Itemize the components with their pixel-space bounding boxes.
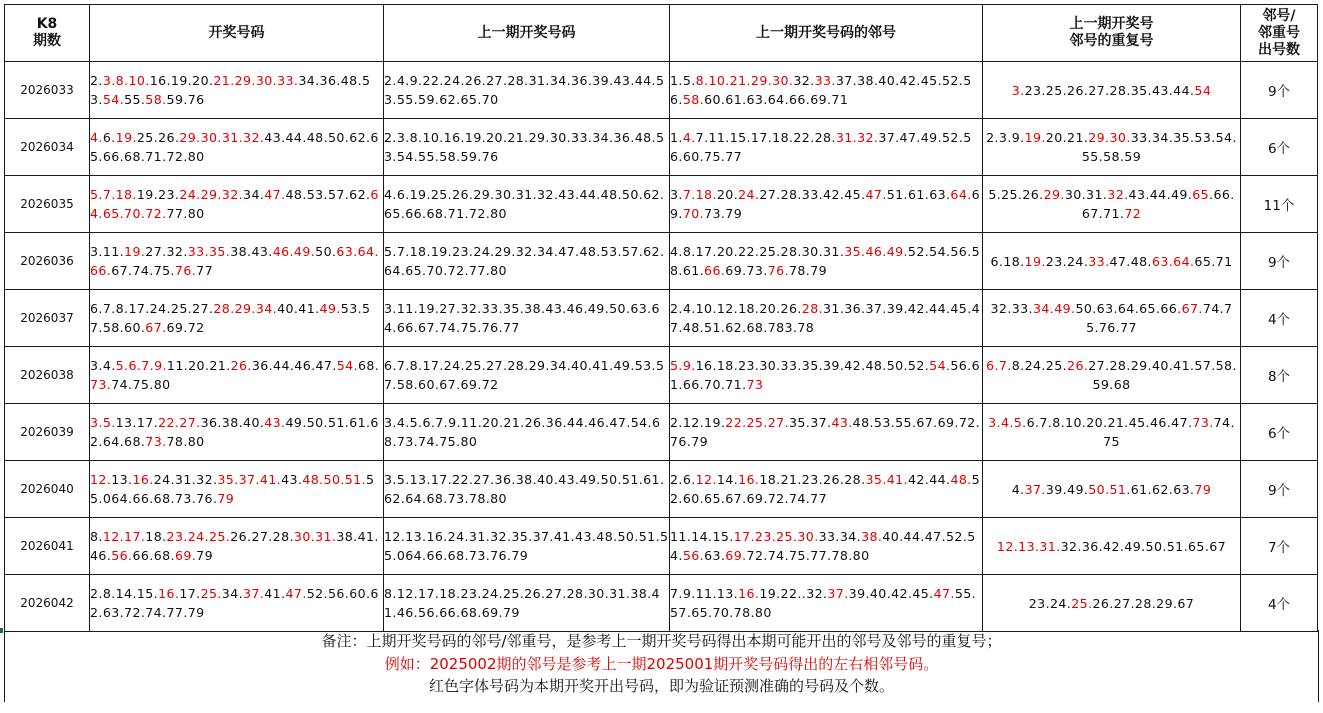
number-segment: 2.4.10.12.18.20.26. xyxy=(670,301,802,316)
number-segment: 43. xyxy=(281,472,303,487)
number-segment: 77.80 xyxy=(166,206,205,221)
number-segment: 32.36.42.49.50.51.65.67 xyxy=(1060,538,1227,554)
hit-count-cell[interactable]: 11个 xyxy=(1241,176,1318,233)
prev-draw-cell[interactable]: 2.4.9.22.24.26.27.28.31.34.36.39.43.44.53.55.59.62.65.70 xyxy=(384,62,670,119)
hit-number-segment: 76. xyxy=(767,263,789,278)
number-segment: 52.54.56.58.61. xyxy=(670,244,981,278)
hit-number-segment: 47. xyxy=(264,187,286,202)
number-segment: 35.37. xyxy=(788,415,832,430)
hit-number-segment: 28. xyxy=(801,301,824,316)
notes-box xyxy=(4,630,1319,702)
prev-repeats-cell[interactable] xyxy=(983,518,1241,575)
hit-number-segment: 22.25.27. xyxy=(725,415,789,430)
number-segment: 73.79 xyxy=(704,206,743,221)
number-segment: 18. xyxy=(145,529,167,544)
number-segment: 49.50.51.61.62.64.68. xyxy=(90,415,379,449)
prev-draw-cell[interactable]: 5.7.18.19.23.24.29.32.34.47.48.53.57.62.64.65.70.72.77.80 xyxy=(384,233,670,290)
number-segment: 13.17. xyxy=(115,415,159,430)
prev-draw-cell[interactable]: 6.7.8.17.24.25.27.28.29.34.40.41.49.53.57.58.60.67.69.72 xyxy=(384,347,670,404)
draw-numbers-cell[interactable] xyxy=(90,176,384,233)
hit-number-segment: 56. xyxy=(682,548,705,563)
number-segment: 55. xyxy=(124,92,146,107)
draw-numbers-cell[interactable] xyxy=(90,575,384,632)
period-cell[interactable]: 2026039 xyxy=(5,404,90,461)
header-period[interactable]: K8 期数 xyxy=(5,5,90,62)
hit-number-segment: 64.65.70.72. xyxy=(90,187,379,221)
prev-neighbors-cell[interactable] xyxy=(670,176,983,233)
number-segment: 59.76 xyxy=(166,92,205,107)
hit-number-segment: 30.31. xyxy=(293,529,337,544)
hit-number-segment: 31. xyxy=(1039,538,1061,554)
hit-number-segment: 29.30. xyxy=(1088,130,1131,145)
hit-number-segment: 54. xyxy=(102,92,125,107)
prev-draw-cell[interactable]: 2.3.8.10.16.19.20.21.29.30.33.34.36.48.53.54.55.58.59.76 xyxy=(384,119,670,176)
draw-numbers-cell[interactable] xyxy=(90,62,384,119)
number-segment: 68. xyxy=(357,358,380,373)
table-row xyxy=(5,575,1318,632)
hit-number-segment: 58. xyxy=(145,92,167,107)
number-segment: 32.33. xyxy=(990,301,1033,316)
hit-number-segment: 64. xyxy=(950,187,972,202)
prev-repeats-cell[interactable] xyxy=(983,461,1241,518)
number-segment: 3.4. xyxy=(90,358,116,373)
hit-number-segment: 34. xyxy=(255,301,278,316)
number-segment: 18.21.23.26.28. xyxy=(759,472,866,487)
number-segment: 13. xyxy=(111,472,133,487)
period-cell[interactable]: 2026042 xyxy=(5,575,90,632)
number-segment: 7.9.11.13. xyxy=(670,586,739,601)
draw-numbers-cell[interactable] xyxy=(90,518,384,575)
prev-neighbors-cell[interactable] xyxy=(670,233,983,290)
hit-number-segment: 73. xyxy=(145,434,167,449)
hit-number-segment: 37. xyxy=(1024,481,1046,497)
prev-repeats-cell[interactable] xyxy=(983,404,1241,461)
table-row xyxy=(5,119,1318,176)
hit-number-segment: 16. xyxy=(158,586,180,601)
number-segment: 23.24. xyxy=(1045,253,1089,269)
number-segment: 5.25.26. xyxy=(988,187,1044,202)
number-segment: 6.7.8.10.20.21.45.46.47. xyxy=(1026,415,1193,430)
number-segment: 74.75 xyxy=(1103,415,1235,449)
header-prev-repeats[interactable]: 上一期开奖号 邻号的重复号 xyxy=(983,5,1241,62)
hit-number-segment: 26. xyxy=(230,358,252,373)
period-cell[interactable]: 2026040 xyxy=(5,461,90,518)
hit-number-segment: 8.10.21.29.30. xyxy=(695,73,794,88)
number-segment: 2.12.19. xyxy=(670,415,726,430)
hit-number-segment: 28.29. xyxy=(213,301,256,316)
hit-count-cell[interactable]: 6个 xyxy=(1241,404,1318,461)
hit-number-segment: 43. xyxy=(264,415,286,430)
table-body xyxy=(5,62,1318,632)
hit-number-segment: 33. xyxy=(814,73,836,88)
hit-number-segment: 3.5. xyxy=(90,415,116,430)
hit-number-segment: 24.29.32. xyxy=(179,187,244,202)
number-segment: 78.80 xyxy=(166,434,205,449)
table-row xyxy=(5,347,1318,404)
hit-number-segment: 34.49. xyxy=(1032,301,1076,316)
hit-number-segment: 19. xyxy=(124,244,146,259)
hit-number-segment: 4. xyxy=(90,130,103,145)
prev-draw-cell[interactable]: 3.5.13.17.22.27.36.38.40.43.49.50.51.61.62.64.68.73.78.80 xyxy=(384,461,670,518)
number-segment: 8. xyxy=(90,529,103,544)
table-row xyxy=(5,518,1318,575)
hit-count-cell[interactable]: 4个 xyxy=(1241,290,1318,347)
number-segment: 6.7.8.17.24.25.27. xyxy=(90,301,214,316)
hit-number-segment: 7.18. xyxy=(682,187,717,202)
hit-number-segment: 47. xyxy=(933,586,955,601)
number-segment: 55.57.65.70.78.80 xyxy=(670,586,977,620)
hit-number-segment: 12.13. xyxy=(996,538,1040,554)
number-segment: 26.27.28.29.67 xyxy=(1092,595,1195,611)
hit-number-segment: 3.8.10. xyxy=(102,73,150,88)
hit-number-segment: 79 xyxy=(1194,481,1212,497)
number-segment: 1.5. xyxy=(670,73,696,88)
hit-number-segment: 25. xyxy=(1071,595,1093,611)
period-cell[interactable]: 2026034 xyxy=(5,119,90,176)
period-cell[interactable]: 2026041 xyxy=(5,518,90,575)
hit-number-segment: 35.41. xyxy=(865,472,908,487)
number-segment: 27.28.29.40.41.57.58.59.68 xyxy=(1088,358,1237,392)
hit-count-cell[interactable]: 6个 xyxy=(1241,119,1318,176)
hit-number-segment: 69. xyxy=(174,548,197,563)
hit-number-segment: 56. xyxy=(111,548,133,563)
prev-neighbors-cell[interactable] xyxy=(670,347,983,404)
hit-number-segment: 16. xyxy=(738,472,760,487)
number-segment: 30.31. xyxy=(1064,187,1108,202)
hit-number-segment: 3. xyxy=(1011,82,1025,98)
hit-number-segment: 16. xyxy=(132,472,154,487)
hit-number-segment: 5.9. xyxy=(670,358,696,373)
hit-number-segment: 29. xyxy=(1043,187,1065,202)
number-segment: 69.72 xyxy=(166,320,205,335)
number-segment: 40.41. xyxy=(277,301,320,316)
table-row xyxy=(5,62,1318,119)
header-prev-draw[interactable]: 上一期开奖号码 xyxy=(384,5,670,62)
number-segment: .66.67.71. xyxy=(1081,187,1235,221)
hit-number-segment: 12. xyxy=(90,472,112,487)
number-segment: 2.3.9. xyxy=(986,130,1025,145)
hit-number-segment: 12.17. xyxy=(102,529,146,544)
number-segment: 36.44.46.47. xyxy=(251,358,337,373)
number-segment: 43.44.48.50.62.65.66.68.71.72.80 xyxy=(90,130,379,164)
number-segment: 37.38.40.42.45.52.56. xyxy=(670,73,972,107)
table-row xyxy=(5,404,1318,461)
number-segment: 14. xyxy=(716,472,739,487)
number-segment: 43.44.49. xyxy=(1128,187,1193,202)
header-prev-neighbors[interactable]: 上一期开奖号码的邻号 xyxy=(670,5,983,62)
number-segment: 78.79 xyxy=(788,263,828,278)
hit-number-segment: 72 xyxy=(1124,206,1142,221)
number-segment: 23.25.26.27.28.35.43.44. xyxy=(1024,82,1195,98)
number-segment: 16.19.20. xyxy=(149,73,214,88)
table-row xyxy=(5,461,1318,518)
number-segment: 19.22..32. xyxy=(759,586,828,601)
hit-number-segment: 22.27. xyxy=(158,415,201,430)
hit-number-segment: 6.7. xyxy=(986,358,1012,373)
prev-repeats-cell[interactable] xyxy=(983,347,1241,404)
period-cell[interactable]: 2026033 xyxy=(5,62,90,119)
number-segment: 7.11.15.17.18.22.28. xyxy=(695,130,836,145)
number-segment: 74.75.76.77 xyxy=(1086,301,1233,335)
number-segment: 60.61.63.64.66.69.71 xyxy=(704,92,849,107)
number-segment: 51.61.63. xyxy=(886,187,951,202)
prev-draw-cell[interactable]: 4.6.19.25.26.29.30.31.32.43.44.48.50.62.65.66.68.71.72.80 xyxy=(384,176,670,233)
number-segment: 34. xyxy=(221,586,244,601)
prev-repeats-cell[interactable] xyxy=(983,575,1241,632)
header-hit-count[interactable]: 邻号/ 邻重号 出号数 xyxy=(1241,5,1318,62)
draw-numbers-cell[interactable] xyxy=(90,404,384,461)
prev-draw-cell[interactable]: 3.11.19.27.32.33.35.38.43.46.49.50.63.64.66.67.74.75.76.77 xyxy=(384,290,670,347)
hit-number-segment: 63.64. xyxy=(1151,253,1195,269)
number-segment: 4. xyxy=(1011,481,1025,497)
header-draw-numbers[interactable]: 开奖号码 xyxy=(90,5,384,62)
number-segment: 39.40.42.45. xyxy=(848,586,934,601)
hit-number-segment: 33.35. xyxy=(187,244,231,259)
number-segment: 2. xyxy=(90,73,103,88)
hit-number-segment: 43. xyxy=(831,415,853,430)
number-segment: 31.36.37.39.42.44.45.47.48.51.62.68.783.78 xyxy=(670,301,981,335)
draw-numbers-cell[interactable] xyxy=(90,233,384,290)
number-segment: 34.36.48.53. xyxy=(90,73,371,107)
period-cell[interactable]: 2026038 xyxy=(5,347,90,404)
hit-number-segment: 50.51. xyxy=(1088,481,1131,497)
hit-count-cell[interactable]: 8个 xyxy=(1241,347,1318,404)
prev-repeats-cell[interactable] xyxy=(983,119,1241,176)
draw-table xyxy=(4,4,1318,632)
number-segment: 6.18. xyxy=(990,253,1025,269)
hit-number-segment: 76. xyxy=(174,263,197,278)
number-segment: 52.60.65.67.69.72.74.77 xyxy=(670,472,981,506)
hit-number-segment: 58. xyxy=(682,92,705,107)
hit-count-cell[interactable]: 9个 xyxy=(1241,62,1318,119)
prev-repeats-cell[interactable] xyxy=(983,233,1241,290)
hit-number-segment: 5.7.18. xyxy=(90,187,137,202)
hit-number-segment: 3.4.5. xyxy=(988,415,1027,430)
number-segment: 2.6. xyxy=(670,472,696,487)
number-segment: 2.8.14.15. xyxy=(90,586,159,601)
hit-number-segment: 73 xyxy=(746,377,764,392)
hit-number-segment: 73. xyxy=(90,377,112,392)
hit-number-segment: 37. xyxy=(243,586,265,601)
hit-number-segment: 17.23.25.30. xyxy=(733,529,819,544)
number-segment: 20. xyxy=(716,187,739,202)
hit-number-segment: 19. xyxy=(115,130,137,145)
prev-neighbors-cell[interactable] xyxy=(670,119,983,176)
number-segment: 40.44.47.52.54. xyxy=(670,529,976,563)
period-cell[interactable]: 2026037 xyxy=(5,290,90,347)
number-segment: 6. xyxy=(102,130,116,145)
number-segment: 41. xyxy=(264,586,286,601)
number-segment: 11.14.15. xyxy=(670,529,734,544)
number-segment: 53.57.58.60. xyxy=(90,301,371,335)
hit-number-segment: 49. xyxy=(319,301,341,316)
hit-count-cell[interactable]: 4个 xyxy=(1241,575,1318,632)
hit-number-segment: 5.6.7.9. xyxy=(115,358,167,373)
number-segment: 39.49. xyxy=(1045,481,1089,497)
prev-neighbors-cell[interactable] xyxy=(670,518,983,575)
hit-number-segment: 48. xyxy=(950,472,972,487)
number-segment: 67.74.75. xyxy=(111,263,175,278)
hit-number-segment: 23.24.25. xyxy=(166,529,231,544)
number-segment: 48.53.57.62. xyxy=(285,187,371,202)
hit-number-segment: 16. xyxy=(738,586,760,601)
hit-number-segment: 37. xyxy=(827,586,849,601)
hit-count-cell[interactable]: 7个 xyxy=(1241,518,1318,575)
hit-count-cell[interactable]: 9个 xyxy=(1241,233,1318,290)
hit-number-segment: 67. xyxy=(1181,301,1203,316)
prev-neighbors-cell[interactable] xyxy=(670,404,983,461)
hit-number-segment: 54. xyxy=(929,358,951,373)
number-segment: 25.26. xyxy=(136,130,180,145)
number-segment: 3.11. xyxy=(90,244,125,259)
hit-number-segment: 33. xyxy=(1088,253,1110,269)
number-segment: 17. xyxy=(179,586,201,601)
prev-draw-cell[interactable]: 8.12.17.18.23.24.25.26.27.28.30.31.38.41.46.56.66.68.69.79 xyxy=(384,575,670,632)
number-segment: 26.27.28. xyxy=(230,529,294,544)
number-segment: 27.32. xyxy=(145,244,188,259)
prev-neighbors-cell[interactable] xyxy=(670,575,983,632)
prev-repeats-cell[interactable] xyxy=(983,290,1241,347)
number-segment: 34. xyxy=(243,187,265,202)
number-segment: 65.71 xyxy=(1194,253,1233,269)
prev-repeats-cell[interactable] xyxy=(983,176,1241,233)
number-segment: 50. xyxy=(315,244,337,259)
hit-number-segment: 54. xyxy=(336,358,358,373)
hit-number-segment: 19. xyxy=(1024,130,1046,145)
hit-number-segment: 26. xyxy=(1067,358,1089,373)
hit-number-segment: 31.32. xyxy=(835,130,879,145)
number-segment: 24.31.32. xyxy=(153,472,218,487)
hit-number-segment: 29.30.31.32. xyxy=(179,130,265,145)
number-segment: 33.34.35.53.54.55.58.59 xyxy=(1081,130,1237,164)
hit-number-segment: 46.49. xyxy=(272,244,316,259)
number-segment: 61.62.63. xyxy=(1130,481,1195,497)
number-segment: 79 xyxy=(196,548,213,563)
draw-numbers-cell[interactable] xyxy=(90,347,384,404)
number-segment: 77 xyxy=(196,263,213,278)
number-segment: 69.73. xyxy=(725,263,768,278)
prev-neighbors-cell[interactable] xyxy=(670,461,983,518)
draw-numbers-cell[interactable] xyxy=(90,119,384,176)
prev-draw-cell[interactable]: 12.13.16.24.31.32.35.37.41.43.48.50.51.55.064.66.68.73.76.79 xyxy=(384,518,670,575)
number-segment: 52.56.60.62.63.72.74.77.79 xyxy=(90,586,379,620)
number-segment: 47.48. xyxy=(1109,253,1152,269)
number-segment: 50.63.64.65.66. xyxy=(1075,301,1182,316)
hit-number-segment: 54 xyxy=(1194,82,1212,98)
header-row xyxy=(5,5,1318,62)
draw-numbers-cell[interactable] xyxy=(90,290,384,347)
hit-number-segment: 67. xyxy=(145,320,167,335)
hit-number-segment: 47. xyxy=(285,586,307,601)
number-segment: 3. xyxy=(670,187,683,202)
note-line-1: 备注：上期开奖号码的邻号/邻重号，是参考上一期开奖号码得出本期可能开出的邻号及邻号的重复号； xyxy=(321,632,1002,650)
number-segment: 48.53.55.67.69.72.76.79 xyxy=(670,415,981,449)
number-segment: 19.23. xyxy=(136,187,180,202)
hit-number-segment: 35.46.49. xyxy=(844,244,908,259)
number-segment: 72.74.75.77.78.80 xyxy=(746,548,870,563)
draw-numbers-cell[interactable] xyxy=(90,461,384,518)
table-row xyxy=(5,233,1318,290)
number-segment: 23.24. xyxy=(1028,595,1072,611)
hit-number-segment: 73. xyxy=(1192,415,1214,430)
hit-number-segment: 66. xyxy=(704,263,726,278)
hit-number-segment: 69. xyxy=(725,548,747,563)
note-line-3: 红色字体号码为本期开奖开出号码，即为验证预测准确的号码及个数。 xyxy=(428,677,894,695)
hit-number-segment: 25. xyxy=(200,586,222,601)
number-segment: 69. xyxy=(670,187,981,221)
prev-neighbors-cell[interactable] xyxy=(670,62,983,119)
number-segment: 55.064.66.68.73.76. xyxy=(90,472,375,506)
hit-number-segment: 32. xyxy=(1107,187,1129,202)
number-segment: 11.20.21. xyxy=(166,358,231,373)
number-segment: 66.68. xyxy=(132,548,175,563)
hit-number-segment: 12. xyxy=(695,472,717,487)
hit-number-segment: 63.64.66. xyxy=(90,244,379,278)
hit-number-segment: 65 xyxy=(1192,187,1210,202)
number-segment: 20.21. xyxy=(1045,130,1089,145)
number-segment: 27.28.33.42.45. xyxy=(759,187,866,202)
number-segment: 4.8.17.20.22.25.28.30.31. xyxy=(670,244,845,259)
number-segment: 42.44. xyxy=(907,472,951,487)
cell-selection-marker xyxy=(0,628,3,633)
prev-repeats-cell[interactable] xyxy=(983,62,1241,119)
number-segment: 56.61.66.70.71. xyxy=(670,358,981,392)
period-cell[interactable]: 2026036 xyxy=(5,233,90,290)
number-segment: 38.41.46. xyxy=(90,529,379,563)
number-segment: 74.75.80 xyxy=(111,377,171,392)
hit-number-segment: 48.50.51. xyxy=(302,472,366,487)
number-segment: 16.18.23.30.33.35.39.42.48.50.52. xyxy=(695,358,930,373)
hit-number-segment: 4. xyxy=(682,130,696,145)
spreadsheet xyxy=(4,4,1317,632)
note-line-2: 例如：2025002期的邻号是参考上一期2025001期开奖号码得出的左右相邻号码。 xyxy=(384,654,939,673)
number-segment: 33.34. xyxy=(818,529,862,544)
prev-draw-cell[interactable]: 3.4.5.6.7.9.11.20.21.26.36.44.46.47.54.68.73.74.75.80 xyxy=(384,404,670,461)
prev-neighbors-cell[interactable] xyxy=(670,290,983,347)
number-segment: 37.47.49.52.56.60.75.77 xyxy=(670,130,972,164)
hit-number-segment: 35.37.41. xyxy=(217,472,282,487)
hit-number-segment: 47. xyxy=(865,187,887,202)
number-segment: 36.38.40. xyxy=(200,415,265,430)
table-row xyxy=(5,176,1318,233)
number-segment: 63. xyxy=(704,548,726,563)
number-segment: 1. xyxy=(670,130,683,145)
table-row xyxy=(5,290,1318,347)
hit-number-segment: 19. xyxy=(1024,253,1046,269)
hit-number-segment: 70. xyxy=(682,206,705,221)
hit-count-cell[interactable]: 9个 xyxy=(1241,461,1318,518)
hit-number-segment: 21.29.30.33. xyxy=(213,73,299,88)
hit-number-segment: 38. xyxy=(861,529,883,544)
hit-number-segment: 79 xyxy=(217,491,235,506)
number-segment: 32. xyxy=(793,73,815,88)
period-cell[interactable]: 2026035 xyxy=(5,176,90,233)
number-segment: 8.24.25. xyxy=(1011,358,1068,373)
hit-number-segment: 24. xyxy=(738,187,760,202)
number-segment: 38.43. xyxy=(230,244,273,259)
